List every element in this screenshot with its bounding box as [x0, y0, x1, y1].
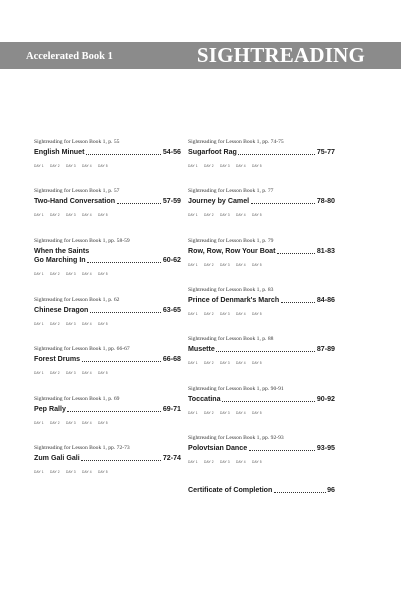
entry-subtitle: Sightreading for Lesson Book 1, p. 79: [188, 238, 274, 244]
entry-pages: 69-71: [162, 405, 181, 413]
day-label: DAY 2: [204, 164, 214, 168]
entry-title: Row, Row, Row Your Boat: [188, 247, 276, 255]
entry-title-line: [34, 306, 181, 315]
toc-entry: [188, 336, 335, 365]
toc-entry: [188, 139, 335, 168]
entry-subtitle: Sightreading for Lesson Book 1, pp. 90-91: [188, 386, 284, 392]
day-label: DAY 3: [220, 361, 230, 365]
day-label: DAY 4: [82, 371, 92, 375]
day-label: DAY 1: [34, 213, 44, 217]
entry-subtitle: Sightreading for Lesson Book 1, p. 55: [34, 139, 120, 145]
toc-entry: [34, 445, 181, 474]
day-label: DAY 5: [252, 460, 262, 464]
day-label: DAY 1: [188, 164, 198, 168]
toc-entry: [188, 238, 335, 267]
entry-title-line: [34, 197, 181, 206]
entry-subtitle: Sightreading for Lesson Book 1, p. 57: [34, 188, 120, 194]
entry-pages: 75-77: [316, 148, 335, 156]
entry-title-line: [34, 256, 181, 265]
entry-subtitle: Sightreading for Lesson Book 1, p. 88: [188, 336, 274, 342]
day-label: DAY 4: [82, 272, 92, 276]
entry-title-line: [188, 486, 335, 495]
day-label: DAY 1: [34, 421, 44, 425]
day-label: DAY 5: [98, 470, 108, 474]
day-label: DAY 2: [50, 371, 60, 375]
day-label: DAY 5: [252, 213, 262, 217]
entry-subtitle: Sightreading for Lesson Book 1, p. 77: [188, 188, 274, 194]
day-label: DAY 5: [98, 371, 108, 375]
day-label: DAY 5: [252, 361, 262, 365]
entry-pages: 63-65: [162, 306, 181, 314]
entry-title: Pep Rally: [34, 405, 66, 413]
dot-leader: [281, 302, 316, 303]
day-label: DAY 5: [252, 164, 262, 168]
day-label: DAY 3: [66, 371, 76, 375]
day-label: DAY 3: [66, 272, 76, 276]
entry-title: When the Saints: [34, 247, 90, 255]
day-label: DAY 4: [236, 361, 246, 365]
dot-leader: [87, 262, 161, 263]
dot-leader: [249, 450, 316, 451]
entry-title-line: [188, 148, 335, 157]
entry-pages: 93-95: [316, 444, 335, 452]
day-label: DAY 4: [236, 312, 246, 316]
entry-title-line: [34, 355, 181, 364]
toc-entry: [34, 238, 181, 276]
day-checklist: [34, 470, 181, 474]
day-label: DAY 2: [50, 322, 60, 326]
entry-title: Two-Hand Conversation: [34, 197, 116, 205]
day-checklist: [34, 421, 181, 425]
day-checklist: [34, 164, 181, 168]
entry-title: Musette: [188, 345, 215, 353]
day-label: DAY 2: [204, 361, 214, 365]
section-title: SIGHTREADING: [196, 43, 365, 67]
day-label: DAY 3: [220, 164, 230, 168]
day-label: DAY 3: [66, 421, 76, 425]
entry-title: Forest Drums: [34, 355, 81, 363]
entry-title-line: [188, 345, 335, 354]
entry-title-line: [34, 148, 181, 157]
certificate-entry: [188, 484, 335, 495]
entry-title-line-1: [34, 247, 181, 256]
toc-entry: [34, 139, 181, 168]
day-label: DAY 2: [204, 460, 214, 464]
day-label: DAY 4: [236, 411, 246, 415]
day-checklist: [188, 312, 335, 316]
day-checklist: [34, 213, 181, 217]
day-label: DAY 2: [50, 213, 60, 217]
entry-title-line: [34, 454, 181, 463]
toc-entry: [34, 396, 181, 425]
day-label: DAY 5: [98, 213, 108, 217]
entry-subtitle: Sightreading for Lesson Book 1, pp. 72-73: [34, 445, 130, 451]
entry-pages: 84-86: [316, 296, 335, 304]
day-label: DAY 1: [188, 263, 198, 267]
day-label: DAY 2: [204, 263, 214, 267]
entry-subtitle: Sightreading for Lesson Book 1, pp. 66-67: [34, 346, 130, 352]
dot-leader: [238, 154, 315, 155]
dot-leader: [81, 460, 161, 461]
entry-title: Go Marching In: [34, 256, 86, 264]
dot-leader: [67, 411, 161, 412]
entry-subtitle: Sightreading for Lesson Book 1, p. 83: [188, 287, 274, 293]
day-label: DAY 1: [34, 164, 44, 168]
dot-leader: [86, 154, 161, 155]
book-title: Accelerated Book 1: [26, 51, 113, 62]
entry-pages: 81-83: [316, 247, 335, 255]
day-label: DAY 3: [66, 164, 76, 168]
day-label: DAY 1: [188, 460, 198, 464]
day-checklist: [34, 272, 181, 276]
day-checklist: [34, 322, 181, 326]
entry-title: Zum Gali Gali: [34, 454, 80, 462]
entry-title-line: [34, 405, 181, 414]
day-label: DAY 3: [66, 213, 76, 217]
entry-pages: 87-89: [316, 345, 335, 353]
entry-title-line: [188, 197, 335, 206]
day-label: DAY 1: [188, 361, 198, 365]
toc-entry: [34, 297, 181, 326]
day-label: DAY 3: [220, 263, 230, 267]
entry-title: Sugarfoot Rag: [188, 148, 237, 156]
day-label: DAY 2: [50, 470, 60, 474]
dot-leader: [216, 351, 315, 352]
entry-pages: 90-92: [316, 395, 335, 403]
day-label: DAY 3: [220, 312, 230, 316]
day-label: DAY 5: [252, 312, 262, 316]
day-label: DAY 5: [252, 263, 262, 267]
toc-entry: [188, 435, 335, 464]
day-label: DAY 1: [188, 213, 198, 217]
toc-entry: [188, 386, 335, 415]
entry-title: Journey by Camel: [188, 197, 250, 205]
entry-title-line: [188, 247, 335, 256]
day-label: DAY 4: [82, 322, 92, 326]
day-label: DAY 5: [252, 411, 262, 415]
toc-entry: [34, 188, 181, 217]
day-checklist: [188, 411, 335, 415]
day-label: DAY 5: [98, 164, 108, 168]
day-checklist: [188, 263, 335, 267]
day-label: DAY 1: [34, 272, 44, 276]
day-label: DAY 2: [50, 272, 60, 276]
entry-title-line: [188, 296, 335, 305]
entry-subtitle: Sightreading for Lesson Book 1, p. 69: [34, 396, 120, 402]
entry-title-line: [188, 395, 335, 404]
entry-title: Toccatina: [188, 395, 221, 403]
dot-leader: [117, 203, 162, 204]
dot-leader: [251, 203, 316, 204]
entry-pages: 60-62: [162, 256, 181, 264]
day-label: DAY 3: [220, 411, 230, 415]
day-checklist: [188, 361, 335, 365]
dot-leader: [277, 253, 315, 254]
day-label: DAY 4: [236, 263, 246, 267]
day-label: DAY 1: [34, 322, 44, 326]
day-label: DAY 3: [66, 470, 76, 474]
day-checklist: [34, 371, 181, 375]
day-label: DAY 4: [82, 421, 92, 425]
day-label: DAY 4: [82, 164, 92, 168]
day-label: DAY 5: [98, 322, 108, 326]
day-label: DAY 4: [82, 213, 92, 217]
day-label: DAY 2: [204, 411, 214, 415]
dot-leader: [90, 312, 161, 313]
dot-leader: [82, 361, 162, 362]
day-label: DAY 1: [34, 371, 44, 375]
day-checklist: [188, 213, 335, 217]
day-label: DAY 2: [50, 164, 60, 168]
certificate-title: Certificate of Completion: [188, 486, 273, 494]
day-label: DAY 4: [236, 164, 246, 168]
day-checklist: [188, 164, 335, 168]
entry-pages: 72-74: [162, 454, 181, 462]
day-label: DAY 5: [98, 421, 108, 425]
day-label: DAY 3: [220, 213, 230, 217]
day-label: DAY 3: [220, 460, 230, 464]
entry-pages: 57-59: [162, 197, 181, 205]
entry-subtitle: Sightreading for Lesson Book 1, p. 62: [34, 297, 120, 303]
day-label: DAY 4: [82, 470, 92, 474]
header-bar: [0, 42, 401, 69]
day-label: DAY 2: [204, 213, 214, 217]
day-label: DAY 1: [188, 411, 198, 415]
entry-subtitle: Sightreading for Lesson Book 1, pp. 92-93: [188, 435, 284, 441]
day-label: DAY 2: [50, 421, 60, 425]
day-label: DAY 3: [66, 322, 76, 326]
day-label: DAY 4: [236, 460, 246, 464]
day-label: DAY 2: [204, 312, 214, 316]
day-checklist: [188, 460, 335, 464]
toc-entry: [188, 188, 335, 217]
toc-entry: [34, 346, 181, 375]
dot-leader: [222, 401, 315, 402]
entry-title: English Minuet: [34, 148, 85, 156]
entry-title: Prince of Denmark's March: [188, 296, 280, 304]
entry-title-line: [188, 444, 335, 453]
entry-title: Polovtsian Dance: [188, 444, 248, 452]
day-label: DAY 1: [188, 312, 198, 316]
certificate-page: 96: [327, 486, 335, 494]
entry-pages: 54-56: [162, 148, 181, 156]
entry-subtitle: Sightreading for Lesson Book 1, pp. 74-75: [188, 139, 284, 145]
entry-pages: 78-80: [316, 197, 335, 205]
day-label: DAY 4: [236, 213, 246, 217]
entry-title: Chinese Dragon: [34, 306, 89, 314]
day-label: DAY 1: [34, 470, 44, 474]
entry-pages: 66-68: [162, 355, 181, 363]
dot-leader: [274, 492, 326, 493]
day-label: DAY 5: [98, 272, 108, 276]
toc-entry: [188, 287, 335, 316]
entry-subtitle: Sightreading for Lesson Book 1, pp. 58-59: [34, 238, 130, 244]
